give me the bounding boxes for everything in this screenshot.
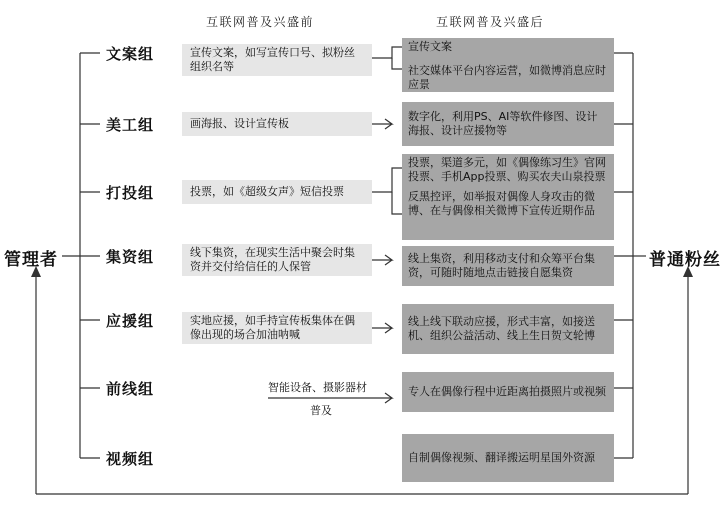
- after-text: 数字化，利用PS、AI等软件修图、设计海报、设计应援物等: [408, 110, 598, 137]
- after-text: 线上线下联动应援，形式丰富，如接送机、组织公益活动、线上生日贺文轮博: [408, 315, 595, 342]
- after-text: 反黑控评，如举报对偶像人身攻击的微博、在与偶像相关微博下宣传近期作品: [408, 190, 595, 217]
- before-text: 线下集资，在现实生活中聚会时集资并交付给信任的人保管: [190, 246, 355, 273]
- header-after: 互联网普及兴盛后: [436, 15, 545, 29]
- after-box-art: [402, 102, 614, 146]
- before-box-support: [182, 312, 372, 344]
- frontline-before-subtext: 普及: [310, 404, 332, 417]
- after-box-copywriting: [402, 38, 614, 92]
- before-text: 实地应援，如手持宣传板集体在偶像出现的场合加油呐喊: [190, 314, 355, 341]
- group-label-video: 视频组: [106, 450, 155, 468]
- after-text: 专人在偶像行程中近距离拍摄照片或视频: [408, 385, 606, 398]
- before-text: 宣传文案，如写宣传口号、拟粉丝组织名等: [190, 46, 355, 73]
- after-text: 投票，渠道多元，如《偶像练习生》官网投票、手机App投票、购买农夫山泉投票: [408, 156, 606, 183]
- before-box-art: [182, 112, 372, 136]
- after-box-support: [402, 304, 614, 354]
- before-box-fundraising: [182, 244, 372, 276]
- before-box-voting: [182, 180, 372, 204]
- after-box-video: [402, 434, 614, 482]
- after-box-fundraising: [402, 246, 614, 286]
- after-text: 自制偶像视频、翻译搬运明星国外资源: [408, 451, 595, 464]
- after-box-voting: [402, 154, 614, 240]
- before-box-copywriting: [182, 44, 372, 76]
- before-text: 画海报、设计宣传板: [190, 117, 289, 130]
- after-box-frontline: [402, 372, 614, 412]
- group-label-voting: 打投组: [106, 184, 155, 202]
- after-text: 社交媒体平台内容运营，如微博消息应时应景: [408, 64, 606, 91]
- group-label-frontline: 前线组: [106, 380, 155, 398]
- group-label-copywriting: 文案组: [106, 45, 155, 63]
- after-text: 线上集资，利用移动支付和众筹平台集资，可随时随地点击链接自愿集资: [408, 252, 595, 279]
- frontline-before-text: 智能设备、摄影器材: [268, 381, 367, 394]
- header-before: 互联网普及兴盛前: [206, 15, 315, 29]
- group-label-fundraising: 集资组: [106, 248, 155, 266]
- group-label-art: 美工组: [106, 116, 155, 134]
- before-text: 投票，如《超级女声》短信投票: [190, 185, 344, 198]
- after-text: 宣传文案: [408, 40, 452, 53]
- group-label-support: 应援组: [106, 312, 155, 330]
- role-manager: 管理者: [4, 250, 58, 270]
- role-ordinary-fans: 普通粉丝: [649, 250, 721, 270]
